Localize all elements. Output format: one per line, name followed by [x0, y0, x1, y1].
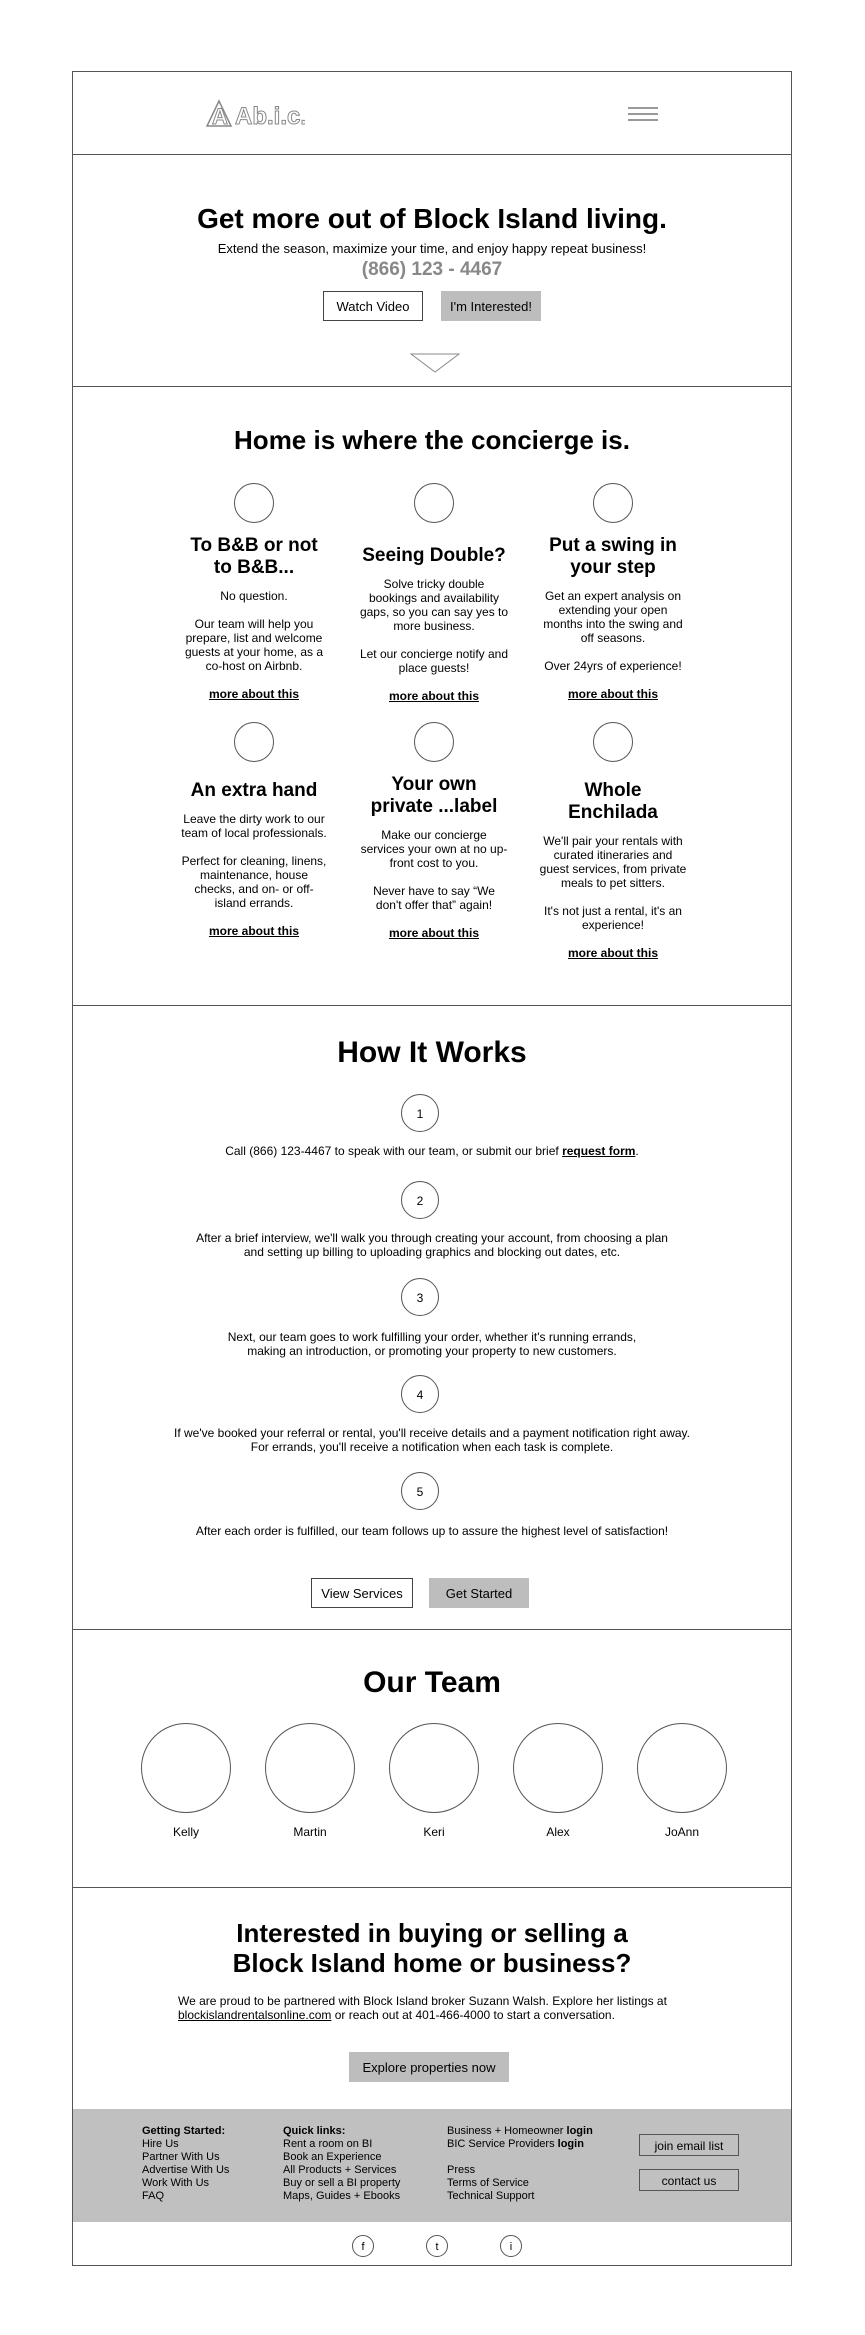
feature-title: Seeing Double?	[362, 545, 506, 566]
business-login-link[interactable]	[447, 2125, 593, 2138]
buy-sell-title	[73, 1918, 791, 1978]
feature-card	[179, 722, 329, 938]
footer-col-getting-started	[142, 2125, 229, 2203]
feature-text: Our team will help you prepare, list and welcome guests at your home, as a co-host on Airbnb.	[184, 617, 324, 673]
how-it-works-section	[73, 1006, 791, 1630]
footer-col-title: Quick links:	[283, 2125, 346, 2137]
concierge-section	[73, 387, 791, 1006]
contact-us-button[interactable]: contact us	[639, 2169, 739, 2191]
im-interested-button[interactable]: I'm Interested!	[441, 291, 541, 321]
step-text-end: .	[635, 1144, 639, 1158]
facebook-icon[interactable]: f	[352, 2235, 374, 2257]
feature-icon-placeholder	[593, 722, 633, 762]
footer-link[interactable]: All Products + Services	[283, 2164, 397, 2176]
site-footer	[73, 2109, 791, 2222]
hero-subtitle: Extend the season, maximize your time, and enjoy happy repeat business!	[217, 241, 647, 256]
team-section	[73, 1630, 791, 1888]
footer-link[interactable]: Buy or sell a BI property	[283, 2177, 401, 2189]
feature-title: Whole Enchilada	[568, 780, 658, 823]
footer-col-title: Getting Started:	[142, 2125, 226, 2137]
step-number: 2	[401, 1181, 439, 1219]
join-email-list-button[interactable]: join email list	[639, 2134, 739, 2156]
more-about-link[interactable]: more about this	[388, 926, 479, 940]
feature-card	[359, 483, 509, 703]
feature-card	[359, 722, 509, 940]
step-text: If we've booked your referral or rental, you'll receive details and a payment notification right away. For errands, you'll receive a notification when each task is complete.	[174, 1426, 690, 1454]
site-logo[interactable]	[205, 99, 305, 129]
listings-link[interactable]: blockislandrentalsonline.com	[178, 2008, 332, 2022]
feature-text: It's not just a rental, it's an experience!	[544, 904, 682, 932]
more-about-link[interactable]: more about this	[567, 687, 658, 701]
feature-text: Make our concierge services your own at no up-front cost to you.	[360, 828, 508, 870]
more-about-link[interactable]: more about this	[388, 689, 479, 703]
feature-text: Get an expert analysis on extending your open months into the swing and off seasons.	[543, 589, 683, 645]
step-number: 4	[401, 1375, 439, 1413]
footer-link[interactable]: Work With Us	[142, 2177, 210, 2189]
step-number: 5	[401, 1472, 439, 1510]
feature-card	[538, 722, 688, 960]
site-header	[73, 72, 791, 155]
feature-icon-placeholder	[414, 722, 454, 762]
how-title: How It Works	[337, 1036, 527, 1069]
hero-phone[interactable]: (866) 123 - 4467	[361, 259, 503, 280]
feature-text: Perfect for cleaning, linens, maintenance, house checks, and on- or off-island errands.	[181, 854, 327, 910]
team-member[interactable]	[141, 1723, 231, 1839]
feature-icon-placeholder	[593, 483, 633, 523]
feature-text: Leave the dirty work to our team of local professionals.	[181, 812, 327, 840]
buy-sell-section	[73, 1888, 791, 2109]
down-triangle-icon[interactable]	[410, 353, 460, 373]
member-name: Keri	[423, 1825, 445, 1839]
step-text	[73, 1144, 791, 1158]
feature-title: Your own private ...label	[370, 774, 498, 817]
explore-properties-button[interactable]: Explore properties now	[349, 2052, 509, 2082]
concierge-title: Home is where the concierge is.	[234, 425, 630, 455]
more-about-link[interactable]: more about this	[567, 946, 658, 960]
feature-text: Over 24yrs of experience!	[544, 659, 682, 673]
hamburger-menu-icon[interactable]	[628, 107, 658, 125]
step-number: 1	[401, 1094, 439, 1132]
footer-link[interactable]: Advertise With Us	[142, 2164, 230, 2176]
feature-text: No question.	[220, 589, 288, 603]
team-member[interactable]	[389, 1723, 479, 1839]
footer-link[interactable]: Press	[447, 2164, 476, 2176]
step-text: After each order is fulfilled, our team follows up to assure the highest level of satisfaction!	[195, 1524, 669, 1538]
watch-video-button[interactable]: Watch Video	[323, 291, 423, 321]
footer-link[interactable]: Hire Us	[142, 2138, 179, 2150]
step-number: 3	[401, 1278, 439, 1316]
avatar	[265, 1723, 355, 1813]
login-word: login	[557, 2138, 584, 2150]
hero-title: Get more out of Block Island living.	[197, 203, 667, 234]
logo-icon	[205, 99, 305, 129]
feature-text: We'll pair your rentals with curated itineraries and guest services, from private meals to pet sitters.	[539, 834, 687, 890]
footer-col-logins	[447, 2125, 593, 2203]
footer-link[interactable]: Terms of Service	[447, 2177, 529, 2189]
provider-login-link[interactable]	[447, 2138, 593, 2151]
member-name: Alex	[546, 1825, 570, 1839]
footer-link[interactable]: Rent a room on BI	[283, 2138, 373, 2150]
buy-text-before: We are proud to be partnered with Block Island broker Suzann Walsh. Explore her listings at	[178, 1994, 667, 2008]
instagram-icon[interactable]: i	[500, 2235, 522, 2257]
feature-title: An extra hand	[190, 780, 318, 801]
member-name: Martin	[293, 1825, 327, 1839]
buy-sell-text	[178, 1994, 698, 2022]
login-word: login	[566, 2125, 593, 2137]
feature-icon-placeholder	[234, 722, 274, 762]
page-frame	[72, 71, 792, 2266]
step-text: After a brief interview, we'll walk you through creating your account, from choosing a plan and setting up billing to uploading graphics and blocking out dates, etc.	[196, 1231, 668, 1259]
avatar	[637, 1723, 727, 1813]
login-label: Business + Homeowner	[447, 2125, 567, 2137]
logo-text: Ab.i.c.	[235, 103, 305, 129]
feature-card	[538, 483, 688, 701]
view-services-button[interactable]: View Services	[311, 1578, 413, 1608]
feature-title: Put a swing in your step	[549, 535, 677, 578]
get-started-button[interactable]: Get Started	[429, 1578, 529, 1608]
step-text-body: Call (866) 123-4467 to speak with our team, or submit our brief	[225, 1144, 563, 1158]
footer-link[interactable]: Technical Support	[447, 2190, 535, 2202]
request-form-link[interactable]: request form	[562, 1144, 636, 1158]
buy-title-line2: Block Island home or business?	[232, 1948, 632, 1978]
svg-text:A: A	[212, 104, 228, 129]
feature-text: Let our concierge notify and place guests!	[359, 647, 509, 675]
feature-icon-placeholder	[414, 483, 454, 523]
buy-text-after: or reach out at 401-466-4000 to start a conversation.	[331, 2008, 615, 2022]
hero-section	[73, 155, 791, 387]
feature-text: Solve tricky double bookings and availability gaps, so you can say yes to more business.	[359, 577, 509, 633]
footer-link[interactable]: FAQ	[142, 2190, 165, 2202]
footer-link[interactable]: Maps, Guides + Ebooks	[283, 2190, 401, 2202]
team-member[interactable]	[265, 1723, 355, 1839]
footer-col-quick-links	[283, 2125, 400, 2203]
footer-link[interactable]: Book an Experience	[283, 2151, 382, 2163]
step-text: Next, our team goes to work fulfilling your order, whether it's running errands, making an introduction, or promoting your property to new customers.	[227, 1330, 637, 1358]
feature-text: Never have to say “We don't offer that” again!	[373, 884, 495, 912]
member-name: JoAnn	[664, 1825, 700, 1839]
feature-icon-placeholder	[234, 483, 274, 523]
twitter-icon[interactable]: t	[426, 2235, 448, 2257]
feature-title: To B&B or not to B&B...	[190, 535, 318, 578]
avatar	[513, 1723, 603, 1813]
team-title: Our Team	[363, 1666, 501, 1699]
footer-link[interactable]: Partner With Us	[142, 2151, 220, 2163]
buy-title-line1: Interested in buying or selling a	[236, 1918, 628, 1948]
avatar	[389, 1723, 479, 1813]
more-about-link[interactable]: more about this	[208, 687, 299, 701]
avatar	[141, 1723, 231, 1813]
feature-card	[179, 483, 329, 701]
team-member[interactable]	[513, 1723, 603, 1839]
more-about-link[interactable]: more about this	[208, 924, 299, 938]
login-label: BIC Service Providers	[447, 2138, 558, 2150]
team-member[interactable]	[637, 1723, 727, 1839]
member-name: Kelly	[172, 1825, 199, 1839]
